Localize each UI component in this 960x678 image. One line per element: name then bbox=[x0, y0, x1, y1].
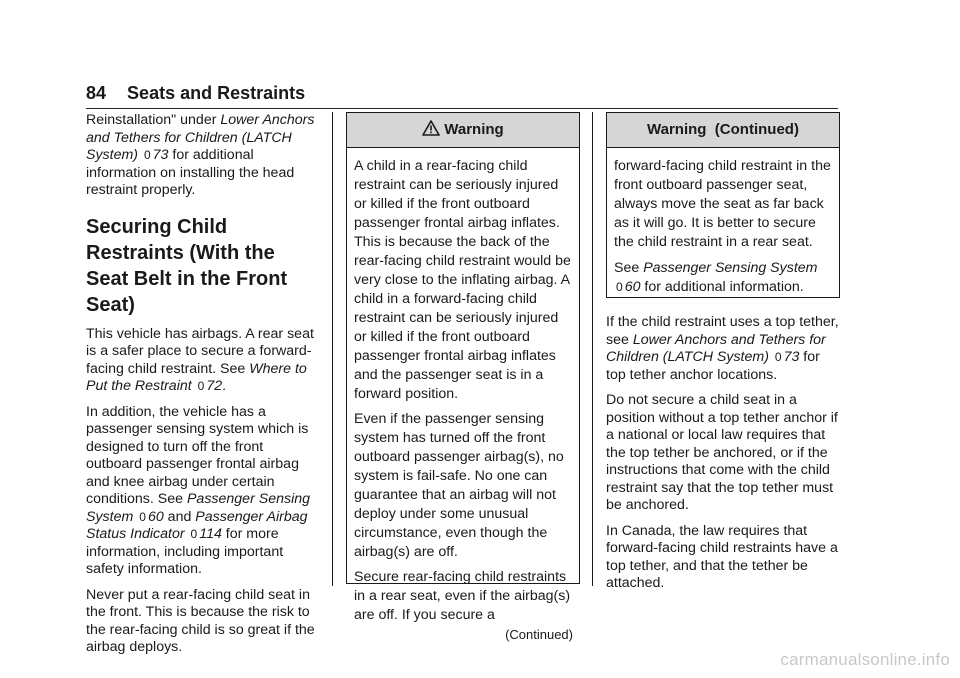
page-ref-symbol: 0 bbox=[616, 280, 623, 294]
link-passenger-sensing[interactable]: Passenger Sensing System bbox=[86, 491, 311, 525]
column-divider-left bbox=[332, 112, 333, 586]
text: In addition, the vehicle has a passenger sensing system which is designed to turn off the front outboard passenger frontal airbag and knee airbag under certain conditions. See bbox=[86, 403, 309, 507]
continued-label: (Continued) bbox=[505, 627, 573, 642]
link-latch[interactable]: Lower Anchors and Tethers for Children (LATCH System) bbox=[86, 112, 315, 163]
text: for additional information on installing the head restraint properly. bbox=[86, 147, 295, 198]
section-heading: Securing Child Restraints (With the Seat Belt in the Front Seat) bbox=[86, 215, 288, 316]
text: Reinstallation" under bbox=[86, 112, 221, 128]
paragraph-never: Never put a rear-facing child seat in the front. This is because the risk to the rear-facing child is so great if the airbag deploys. bbox=[86, 586, 315, 655]
watermark: carmanualsonline.info bbox=[780, 650, 950, 669]
page-number: 84 bbox=[86, 83, 107, 103]
text: This vehicle has airbags. A rear seat is a safer place to secure a forward-facing child restraint. See bbox=[86, 325, 314, 377]
link-passenger-sensing[interactable]: Passenger Sensing System bbox=[643, 260, 818, 276]
paragraph-top-tether bbox=[606, 314, 842, 384]
text: for more information, including important safety information. bbox=[86, 526, 284, 577]
link-where-to-put[interactable]: Where to Put the Restraint bbox=[86, 360, 307, 394]
warning-paragraph: A child in a rear-facing child restraint can be seriously injured or killed if the front outboard passenger frontal airbag inflates. This is because the back of the rear-facing child restraint would be very close to the inflating airbag. A child in a forward-facing child restraint can be seriously injured or killed if the front outboard passenger frontal airbag inflates and the passenger seat is in a forward position. bbox=[354, 158, 571, 402]
paragraph-sensing-system bbox=[86, 404, 322, 579]
page-ref-114[interactable]: 114 bbox=[199, 526, 222, 542]
text: for additional information. bbox=[640, 279, 804, 295]
paragraph-canada: In Canada, the law requires that forward-facing child restraints have a top tether, and that the tether be attached. bbox=[606, 522, 838, 591]
warning-title: Warning bbox=[444, 121, 504, 138]
page-ref-symbol: 0 bbox=[139, 509, 146, 524]
link-latch[interactable]: Lower Anchors and Tethers for Children (LATCH System) bbox=[606, 331, 826, 365]
page-header bbox=[86, 82, 838, 109]
page-ref-symbol: 0 bbox=[143, 148, 151, 162]
page-ref-72[interactable]: 72 bbox=[206, 378, 223, 394]
warning-box bbox=[346, 112, 580, 642]
page-ref-73[interactable]: 73 bbox=[152, 147, 169, 163]
warning-body bbox=[347, 148, 579, 651]
paragraph-head-restraint bbox=[86, 112, 322, 200]
text: See bbox=[614, 260, 644, 276]
page-ref-60[interactable]: 60 bbox=[624, 279, 641, 295]
page-ref-73[interactable]: 73 bbox=[783, 349, 800, 365]
column-right bbox=[606, 314, 842, 601]
text: for top tether anchor locations. bbox=[606, 349, 820, 383]
warning-triangle-icon bbox=[422, 120, 440, 136]
warning-header bbox=[347, 113, 579, 148]
paragraph-do-not-secure: Do not secure a child seat in a position without a top tether anchor if a national or local law requires that the top tether be anchored, or if the instructions that come with the child restraint say that the top tether must be anchored. bbox=[606, 392, 838, 513]
text: and bbox=[163, 508, 196, 525]
warning-paragraph: Even if the passenger sensing system has turned off the front outboard passenger airbag(s), no system is fail-safe. No one can guarantee that an airbag will not deploy under some unusual circumstance, even though the airbag(s) are off. bbox=[354, 411, 564, 560]
text: If the child restraint uses a top tether, see bbox=[606, 314, 839, 348]
warning-body bbox=[607, 148, 839, 312]
paragraph-airbags bbox=[86, 326, 322, 396]
warning-paragraph: forward-facing child restraint in the front outboard passenger seat, always move the seat as far back as it will go. It is better to secure the child restraint in a rear seat. bbox=[614, 158, 831, 250]
column-left bbox=[86, 112, 322, 665]
page-ref-symbol: 0 bbox=[197, 379, 205, 393]
section-title: Seats and Restraints bbox=[127, 83, 306, 103]
warning-header: Warning (Continued) bbox=[607, 113, 839, 148]
column-divider-right bbox=[592, 112, 593, 586]
page-ref-symbol: 0 bbox=[190, 527, 198, 541]
text: . bbox=[222, 378, 227, 394]
warning-paragraph: Secure rear-facing child restraints in a rear seat, even if the airbag(s) are off. If you secure a bbox=[354, 569, 571, 623]
warning-paragraph-see bbox=[614, 259, 833, 297]
link-airbag-status[interactable]: Passenger Airbag Status Indicator bbox=[86, 508, 308, 542]
page-ref-symbol: 0 bbox=[774, 350, 782, 364]
page-ref-60[interactable]: 60 bbox=[147, 508, 164, 525]
warning-box-continued bbox=[606, 112, 840, 298]
